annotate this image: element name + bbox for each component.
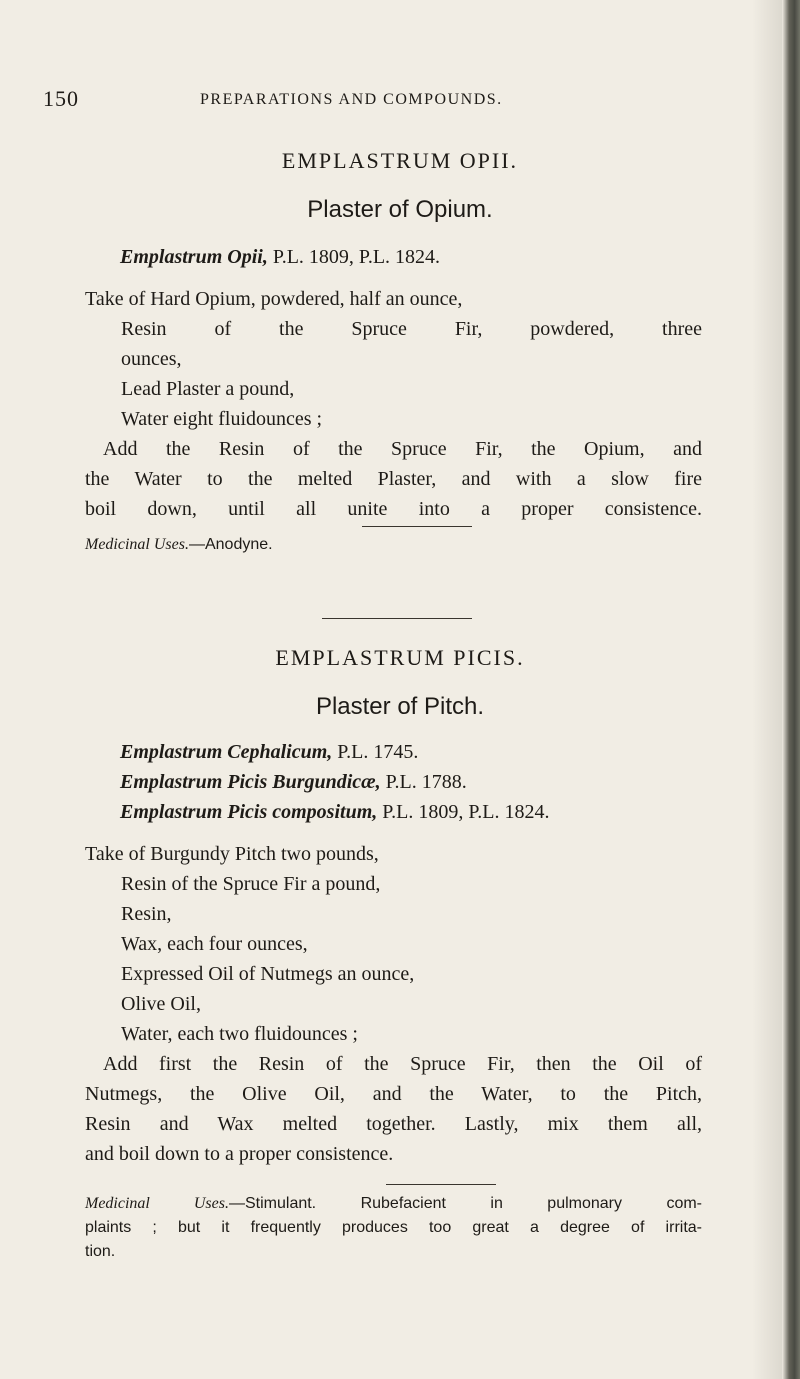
- synonym-name: Emplastrum Picis Burgundicæ,: [120, 771, 381, 793]
- text-line: Take of Burgundy Pitch two pounds,: [85, 843, 379, 865]
- text-line: Water, each two fluidounces ;: [121, 1023, 358, 1045]
- text-line: Wax, each four ounces,: [121, 933, 308, 955]
- synonym-ref: P.L. 1809, P.L. 1824.: [377, 801, 550, 823]
- synonym-line: [120, 246, 440, 269]
- text-line: Add first the Resin of the Spruce Fir, then the Oil of: [103, 1053, 702, 1075]
- text-line: and boil down to a proper consistence.: [85, 1143, 394, 1165]
- text-line: Expressed Oil of Nutmegs an ounce,: [121, 963, 415, 985]
- page-number: 150: [43, 86, 79, 111]
- text-line: ounces,: [121, 348, 182, 370]
- medicinal-uses: [85, 536, 273, 554]
- text-line: Resin and Wax melted together. Lastly, mix them all,: [85, 1113, 702, 1135]
- medicinal-uses-text: —Stimulant. Rubefacient in pulmonary com-: [228, 1195, 702, 1212]
- synonym-line: [120, 801, 550, 824]
- section-title-opii: EMPLASTRUM OPII.: [281, 148, 519, 173]
- text-line: Olive Oil,: [121, 993, 201, 1015]
- synonym-ref: P.L. 1809, P.L. 1824.: [267, 246, 441, 268]
- text-line: Take of Hard Opium, powdered, half an ounce,: [85, 288, 463, 310]
- synonym-line: [120, 741, 418, 764]
- medicinal-uses: [85, 1195, 702, 1213]
- text-line: the Water to the melted Plaster, and with a slow fire: [85, 468, 702, 490]
- synonym-name: Emplastrum Picis compositum,: [120, 801, 378, 823]
- medicinal-uses-text: —Anodyne.: [188, 536, 273, 553]
- medicinal-uses-label: Medicinal Uses.: [85, 536, 189, 553]
- text-line: Add the Resin of the Spruce Fir, the Opium, and: [103, 438, 702, 460]
- synonym-ref: P.L. 1788.: [380, 771, 467, 793]
- text-line: Nutmegs, the Olive Oil, and the Water, to the Pitch,: [85, 1083, 702, 1105]
- running-title: PREPARATIONS AND COMPOUNDS.: [200, 91, 503, 108]
- medicinal-uses-line: tion.: [85, 1243, 116, 1260]
- section-subtitle-picis: Plaster of Pitch.: [315, 693, 485, 720]
- synonym-name: Emplastrum Opii,: [120, 246, 268, 268]
- medicinal-uses-line: plaints ; but it frequently produces too great a degree of irrita-: [85, 1219, 702, 1236]
- section-subtitle-opii: Plaster of Opium.: [307, 196, 493, 223]
- section-title-picis: EMPLASTRUM PICIS.: [275, 645, 525, 670]
- synonym-ref: P.L. 1745.: [332, 741, 419, 763]
- text-line: boil down, until all unite into a proper consistence.: [85, 498, 702, 520]
- text-line: Lead Plaster a pound,: [121, 378, 295, 400]
- divider-rule: [362, 526, 472, 527]
- synonym-name: Emplastrum Cephalicum,: [120, 741, 333, 763]
- divider-rule: [386, 1184, 496, 1185]
- synonym-line: [120, 771, 467, 794]
- text-line: Resin of the Spruce Fir, powdered, three: [121, 318, 702, 340]
- text-line: Resin of the Spruce Fir a pound,: [121, 873, 381, 895]
- medicinal-uses-label: Medicinal Uses.: [85, 1195, 229, 1212]
- text-line: Water eight fluidounces ;: [121, 408, 323, 430]
- section-divider-rule: [322, 618, 472, 619]
- text-line: Resin,: [121, 903, 172, 925]
